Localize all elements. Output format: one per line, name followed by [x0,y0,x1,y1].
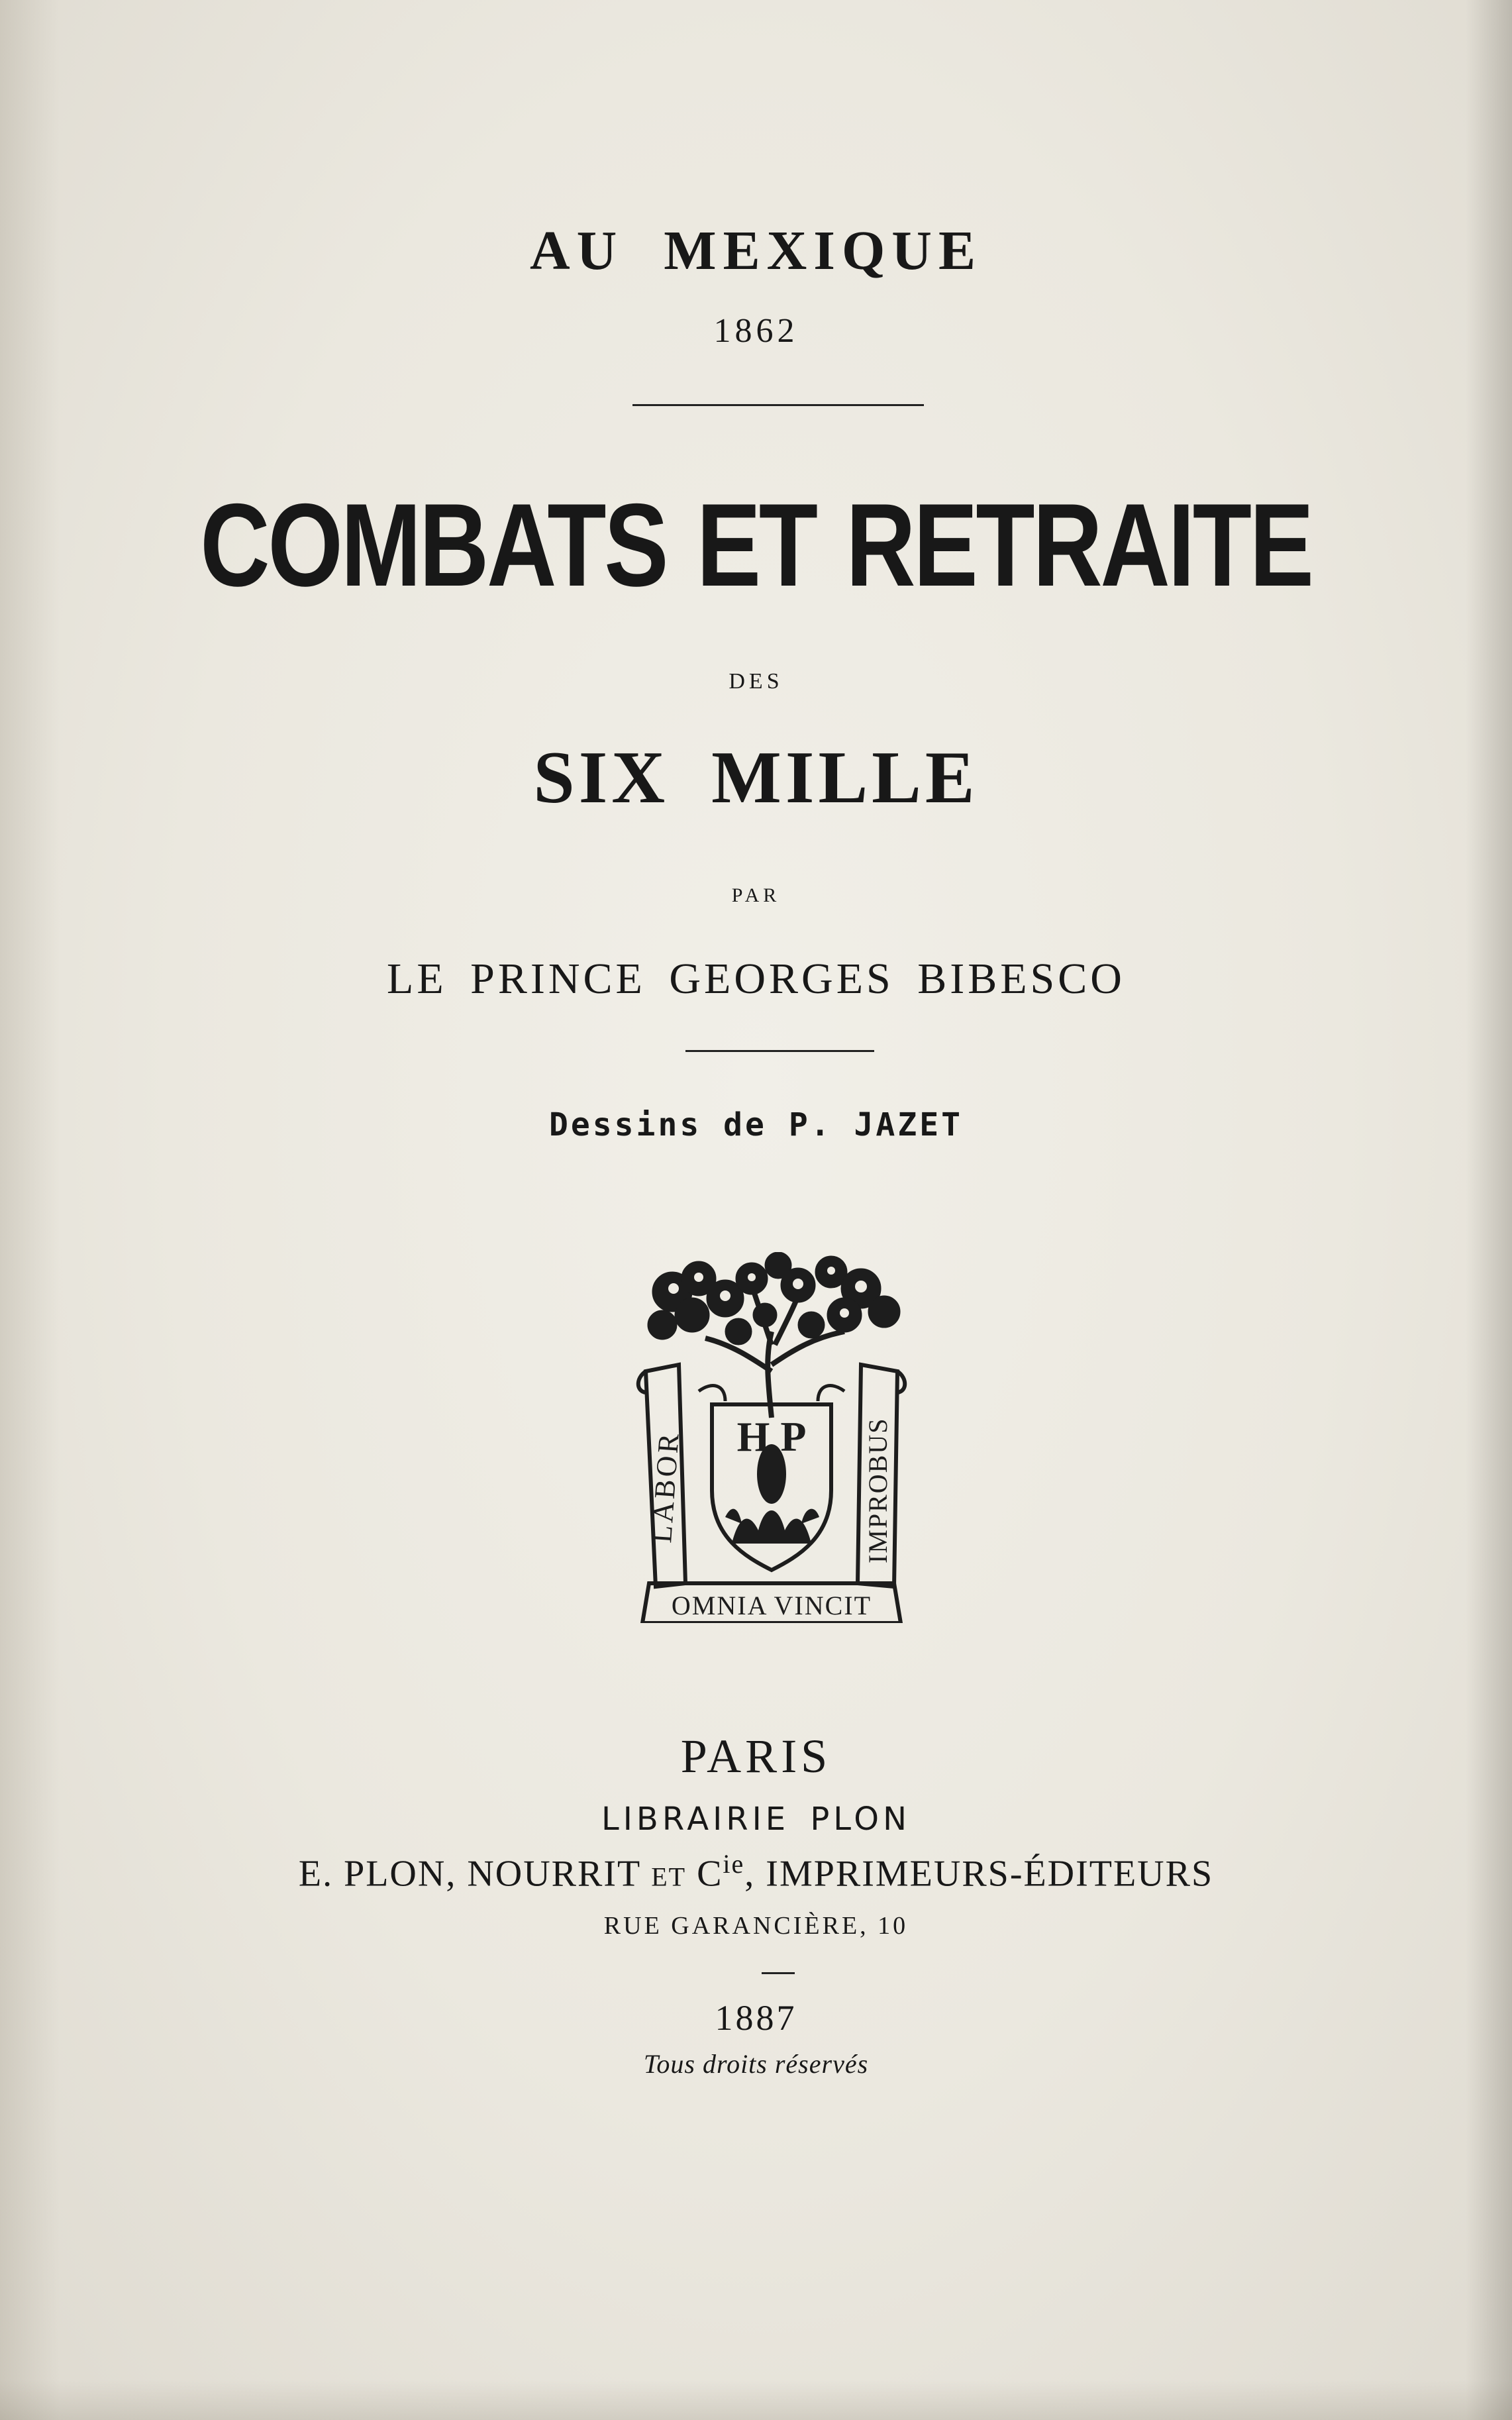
imprint-printers [0,1848,1512,1895]
printers-company: C [697,1853,723,1895]
printers-name: E. PLON, NOURRIT [298,1853,641,1895]
imprint-publisher: LIBRAIRIE PLON [601,1801,911,1838]
emblem-motto-bottom: OMNIA VINCIT [671,1591,872,1620]
rights-notice: Tous droits réservés [643,2049,869,2079]
printers-company-sup: ie [723,1849,745,1879]
byline-label: PAR [731,884,781,906]
printers-et: ET [651,1862,687,1892]
page-edge-shadow-bottom [0,2380,1512,2420]
divider-top [632,404,924,406]
emblem-motto-right: IMPROBUS [863,1417,893,1563]
printer-mark-emblem [632,1252,911,1623]
title-subject: SIX MILLE [533,737,979,819]
publication-year: 1887 [715,1998,797,2038]
series-title: AU MEXIQUE [529,220,982,282]
divider-middle [685,1050,874,1052]
printers-role: , IMPRIMEURS-ÉDITEURS [744,1853,1214,1895]
title-connector: DES [729,669,783,694]
book-title: COMBATS ET RETRAITE [200,479,1312,611]
illustrator-credit: Dessins de P. JAZET [548,1106,964,1143]
author-name: LE PRINCE GEORGES BIBESCO [387,955,1125,1003]
imprint-place: PARIS [680,1730,832,1783]
imprint-address: RUE GARANCIÈRE, 10 [603,1912,909,1940]
series-year: 1862 [713,312,799,350]
emblem-motto-left: LABOR [645,1430,685,1544]
divider-bottom [762,1972,795,1974]
emblem-monogram: H P [736,1413,807,1460]
